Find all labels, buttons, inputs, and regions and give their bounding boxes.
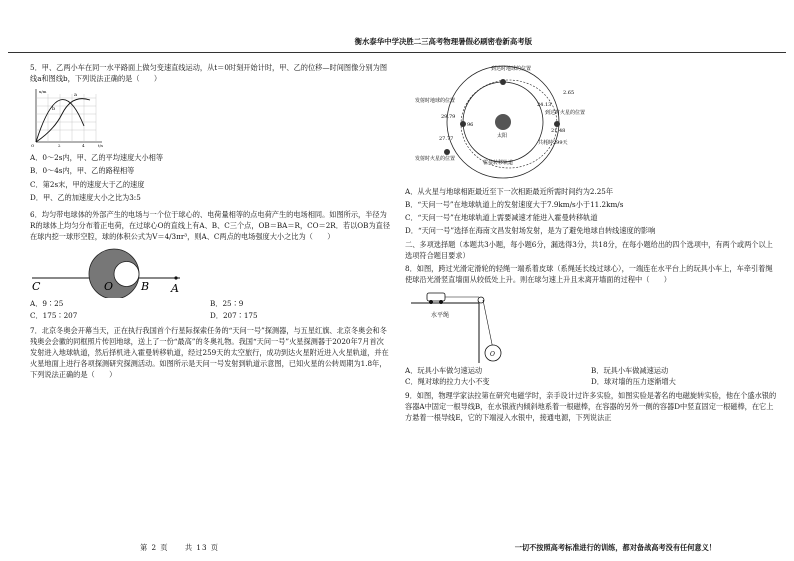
footer-slogan: 一切不按照高考标准进行的训练，都对备战高考没有任何意义！ (514, 542, 716, 552)
orbit-num-3: 29.79 (441, 114, 456, 120)
q6-stem: 6．均匀带电球体的外部产生的电场与一个位于球心的、电荷量相等的点电荷产生的电场相同。如图所示，半径为R的球体上均匀分布着正电荷，在过球心O的直线上有A、B、C三个点，OB＝BA＝R，CO＝2R．若以OB为直径在球内挖一球形空腔，球的体积公式为V＝4/3πr³，则A、C两点的电场强度大小之比为（ ） (30, 209, 391, 242)
page-number: 第 2 页 共 13 页 (140, 542, 219, 552)
sphere-cavity-figure (30, 244, 200, 298)
header-divider (8, 52, 786, 53)
label-b: B (141, 280, 150, 294)
q8-stem: 8．如图，跨过光滑定滑轮的轻绳一端系着皮球（系绳延长线过球心），一端连在水平台上的玩具小车上，车牵引着绳使球沿光滑竖直墙面从较低处上升。则在球匀速上升且未离开墙面的过程中（ ） (405, 263, 773, 285)
total-time-label: 共耗时299天 (538, 140, 568, 146)
q8-option-a: A．玩具小车做匀速运动 (405, 366, 483, 376)
xt-graph (30, 86, 106, 148)
curve-a-label: a (74, 92, 77, 99)
q5-graph (30, 86, 390, 148)
graph-origin: O (31, 143, 35, 149)
left-column (30, 62, 390, 383)
q5-option-c: C．第2s末，甲的速度大于乙的速度 (30, 179, 145, 189)
q6-option-b: B．25∶9 (210, 299, 244, 309)
orbit-num-5: 96 (467, 122, 474, 128)
ball-label: O (490, 351, 495, 359)
arrive-earth-label: 到达时地球的位置 (491, 66, 532, 72)
q6-option-a: A．9∶25 (30, 299, 64, 309)
q5-option-a: A．0～2s内，甲、乙的平均速度大小相等 (30, 153, 164, 163)
q5-stem: 5．甲、乙两小车在同一水平路面上做匀变速直线运动，从t＝0时刻开始计时，甲、乙的位移—时间图像分别为图线a和图线b，下列说法正确的是（ ） (30, 63, 388, 84)
q8-option-c: C．绳对球的拉力大小不变 (405, 377, 490, 387)
toy-car (427, 293, 445, 301)
graph-ylabel: x/m (39, 89, 47, 95)
q9-stem: 9．如图，物理学家法拉第在研究电磁学时，亲手设计过许多实验，如图实验是著名的电磁旋转实验，他在个盛水银的容器A中固定一根导线B，在水银液内倾斜地系着一根磁棒，在容器的另外一侧的容器D中竖直固定一根磁棒，在它上方悬着一根导线E，它的下端浸入水银中，接通电源，下列说法正 (405, 390, 777, 422)
arrive-mars-label: 到达时火星的位置 (545, 110, 586, 116)
graph-xlabel: t/s (98, 143, 104, 149)
exam-title: 衡水泰华中学决胜二三高考物理暑假必刷密卷新高考版 (354, 37, 532, 46)
cavity (114, 262, 139, 287)
q8-options-row1 (405, 365, 777, 376)
q8-option-d: D．球对墙的压力逐渐增大 (591, 377, 676, 387)
q8-option-b: B．玩具小车做减速运动 (591, 366, 669, 376)
plane-label: 水平绳 (431, 312, 450, 320)
right-column (405, 62, 777, 425)
graph-tick-4: 4 (82, 143, 85, 149)
curve-b-label: b (52, 106, 56, 113)
q7-option-a: A．从火星与地球相距最近至下一次相距最近所需时间约为2.25年 (405, 187, 614, 196)
section-2-heading: 二、多项选择题（本题共3小题，每小题6分，漏选得3分，共18分，在每小题给出的四个选项中，有两个或两个以上选项符合题目要求） (405, 239, 773, 260)
launch-earth-label: 发射时地球的位置 (415, 98, 456, 104)
label-c: C (32, 280, 41, 294)
q6-options-row2 (30, 310, 390, 321)
q8-options-row2 (405, 376, 777, 387)
orbit-num-1: 2.65 (563, 90, 575, 96)
orbit-num-6: 27.77 (439, 136, 454, 142)
q6-figure (30, 244, 390, 298)
launch-mars-label: 发射时火星的位置 (415, 156, 456, 162)
q6-options-row1 (30, 298, 390, 309)
q6-option-c: C．175∶207 (30, 310, 78, 320)
graph-tick-2: 2 (58, 143, 61, 149)
q5-option-d: D．甲、乙的加速度大小之比为3:5 (30, 192, 141, 202)
orbit-num-2: 24.13 (537, 102, 552, 108)
hohmann-orbit-diagram (413, 62, 593, 184)
q8-figure (409, 287, 777, 363)
label-o: O (104, 280, 114, 294)
label-a: A (171, 282, 179, 296)
orbit-num-4: 21.48 (551, 128, 566, 134)
q7-option-d: D．“天问一号”选择在海南文昌发射场发射，是为了避免地球自转线速度的影响 (405, 226, 656, 236)
q7-stem: 7．北京冬奥会开幕当天，正在执行我国首个行星际探索任务的“天问一号”探测器，与五星红旗、北京冬奥会和冬残奥会会徽的同框照片传回地球，送上了一份“最高”的冬奥礼物。我国“天问一号”火星探测器于2020年7月首次发射进入地球轨道，然后择机进入霍曼转移轨道，经过259天的太空旅行，成功到达火星附近进入火星轨道，并在火星地面上进行各项探测研究探测活动。如图所示是天问一号发射到轨道示意图，已知火星的公转周期为1.8年，下列说法正确的是（ ） (30, 325, 389, 380)
q7-option-b: B．“天问一号”在地球轨道上的发射速度大于7.9km/s小于11.2km/s (405, 200, 624, 210)
q7-option-c: C．“天问一号”在地球轨道上需要减速才能进入霍曼转移轨道 (405, 213, 598, 223)
sun (495, 114, 511, 130)
pulley-figure (409, 287, 509, 363)
orbit-figure (413, 62, 777, 184)
sun-label: 太阳 (497, 133, 508, 139)
q5-option-b: B．0～4s内，甲、乙的路程相等 (30, 166, 135, 176)
q6-option-d: D．207∶175 (210, 310, 258, 320)
hohmann-label: 霍曼转移轨道 (483, 160, 514, 166)
